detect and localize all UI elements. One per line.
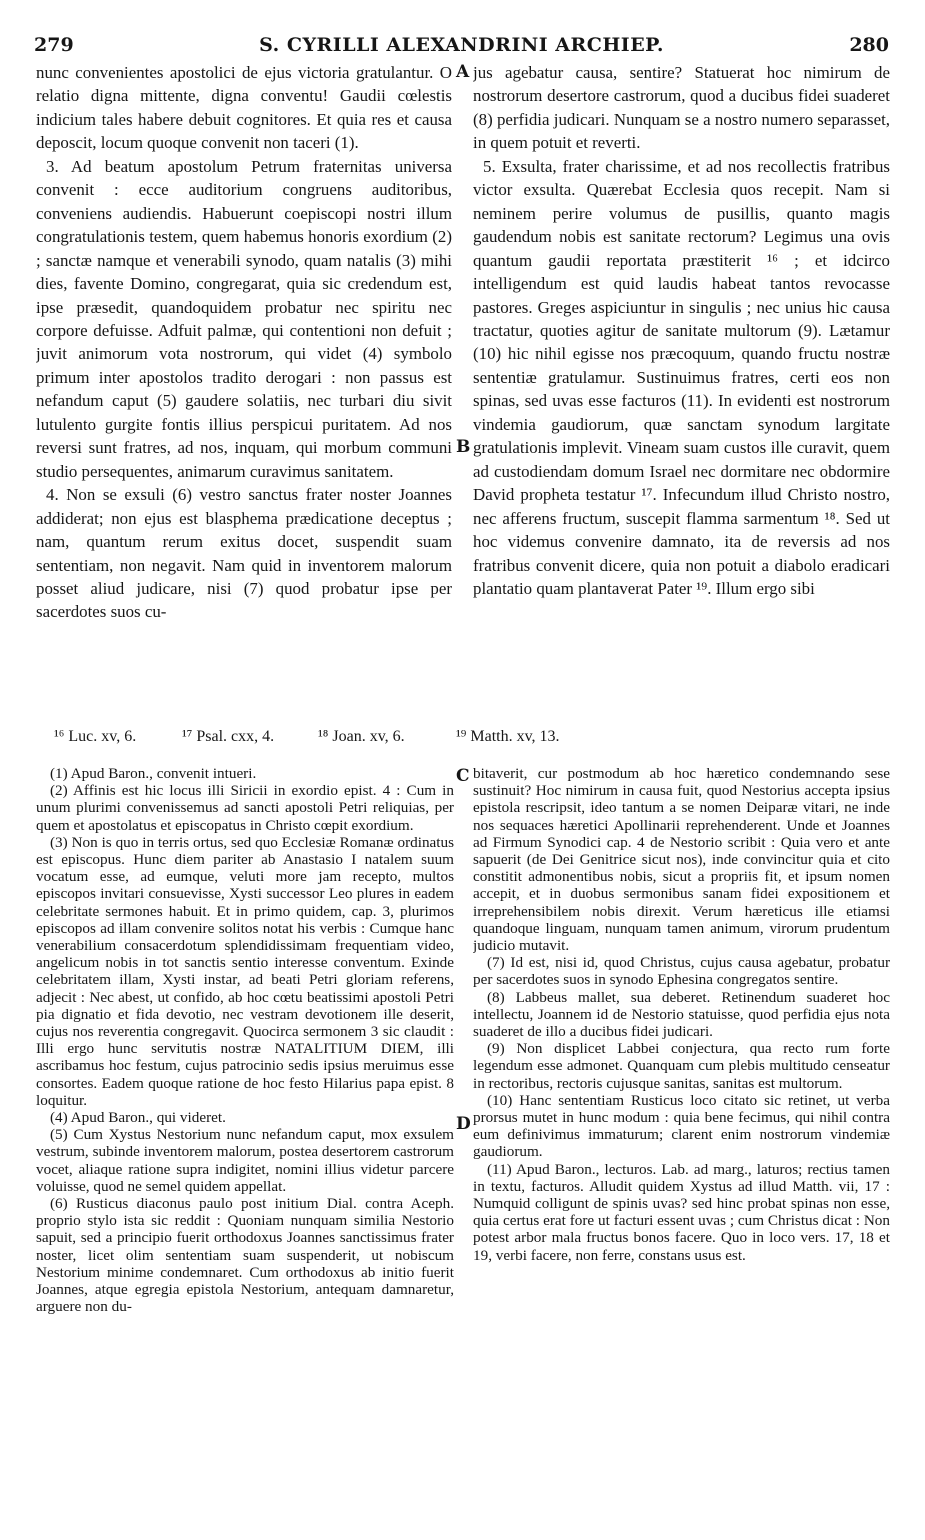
footnote: (9) Non displicet Labbei conjectura, qua recto rum forte legendum esse admonet. Quanquam cum plebis multitudo censeatur in rectoribus, rectoris cujusque sanitas, sanitas est multorum. xyxy=(473,1040,890,1092)
margin-marker-b: B xyxy=(456,437,471,457)
running-header xyxy=(34,34,889,64)
paragraph: jus agebatur causa, sentire? Statuerat hoc nimirum de nostrorum desertore castrorum, quod a ducibus fidei suaderet (8) perfidia judicari. Nunquam se a nostro numero separasset, in quem potuit et reverti. xyxy=(473,63,890,153)
footnote: (10) Hanc sententiam Rusticus loco citato sic retinet, ut verba prorsus mutet in hunc modum : quia bene fecimus, qui nihil contra eum definivimus immaturum; clarent enim nostrorum vindemiæ gaudiorum. xyxy=(473,1091,890,1161)
footnote: (1) Apud Baron., convenit intueri. xyxy=(50,765,257,782)
footnote: (3) Non is quo in terris ortus, sed quo Ecclesiæ Romanæ ordinatus est episcopus. Hunc diem pariter ab Anastasio I natalem suum vocatum esse, ad eumque, veluti more jam recepto, multos episcopos invitari consuevisse, Xysti successor Leo plures in eadem celebritate sermones habuit. Et in primo quidem, cap. 3, plurimos episcopos ad illam convenire solitos notat his verbis : Cumque hanc venerabilium consacerdotum splendidissimam frequentiam video, angelicum nobis in tot sanctis sentio interesse conventum. Exinde celebritatem illam, Xysti instar, ad beati Petri gloriam referens, adjecit : Nec abest, ut confido, ab hoc cœtu beatissimi apostoli Petri pia dignatio et fida devotio, nec vestram devotionem ille deserit, cujus nos reverentia congregavit. Quocirca sermonem 3 sic claudit : Illi ergo hunc servitutis nostræ NATALITIUM DIEM, illi ascribamus hoc festum, cujus patrocinio sedis ipsius meruimus esse consortes. Eadem quoque ratione de hoc festo Hilarius papa epist. 8 loquitur. xyxy=(36,833,454,1109)
footnote: (4) Apud Baron., qui videret. xyxy=(50,1109,226,1127)
paragraph: 4. Non se exsuli (6) vestro sanctus frater noster Joannes addiderat; non ejus est blasphema prædicatione deceptus ; nam, quantum rerum exitus docet, suspendit suam sententiam, non negavit. Nam quid in inventorem malorum posset aliud judicare, nisi (7) quod probatur ipse per sacerdotes suos cu- xyxy=(36,485,452,622)
footnote: (6) Rusticus diaconus paulo post initium Dial. contra Aceph. proprio stylo ista sic reddit : Quoniam nunquam similia Nestorio sapuit, sed a principio fuerit orthodoxus Joannes sanctissimus frater noster, licet olim sententiam suam suspenderit, ut nobiscum Nestorium minime condemnaret. Cum orthodoxus ab initio fuerit Joannes, atque egregia epistola Nestorium, antequam damnaretur, arguere non du- xyxy=(36,1195,454,1316)
page-number-right: 280 xyxy=(849,34,889,56)
footnotes-left-column xyxy=(36,765,454,1492)
footnote: bitaverit, cur postmodum ab hoc hæretico condemnando sese sustinuit? Hoc nimirum in causa fuit, quod Nestorius accepta ipsius epistola rescripsit, ideo tantum a se nomen Deiparæ vitari, ne inde nos sequaces hæretici Apollinarii reprehenderent. Unde et Joannes ad Firmum Synodici cap. 4 de Nestorio scribit : Quia vero et ante sapuerit (de Dei Genitrice sicut nos), inde convincitur quia et cito constitit admonentibus nobis, sicut a propriis fit, et ipsum nomen accepit, et in duobus sermonibus sanam fidei expositionem et irreprehensibilem nobis direxit. Verum hæreticus ille etiamsi quandoque linguam, nunquam tamen animum, virorum prudentum judicio mutavit. xyxy=(473,765,890,955)
reference-19: ¹⁹ Matth. xv, 13. xyxy=(456,728,560,745)
scripture-references xyxy=(36,728,889,754)
footnote: (11) Apud Baron., lecturos. Lab. ad marg., laturos; rectius tamen in textu, facturos. Alludit quidem Xystus ad illud Matth. vii, 17 : Numquid colligunt de spinis uvas? sed hinc probat spinas non esse, quia certus erat fore ut facturi essent uvas ; cum Christus dicat : Non potest arbor mala fructus bonos facere. Quo in loco vers. 17, 18 et 19, verbi facere, non ferre, constans usus est. xyxy=(473,1160,890,1264)
paragraph: 3. Ad beatum apostolum Petrum fraternitas universa convenit : ecce auditorium congruens auditoribus, conveniens audiendis. Habuerunt coepiscopi nostri illum congratulationis testem, quem habemus honoris exordium (2) ; sanctæ namque et venerabili synodo, quam natalis (3) mihi dies, favente Domino, congregarat, quia sic credendum est, ipse præsedit, quandoquidem probatur nec spiritu nec corpore defuisse. Adfuit palmæ, qui contentioni non defuit ; juvit animorum vota nostrorum, qui videt (4) symbolo primum inter apostolos tradito derogari : non passus est nefandum caput (5) gaudere solatiis, nec turbari diu sivit lutulento gurgite fontis illius perspicui puritatem. Ad nos reversi sunt fratres, ad nos, inquam, qui morbum communi studio persequentes, animarum curavimus sanitatem. xyxy=(36,156,452,481)
reference-16: ¹⁶ Luc. xv, 6. xyxy=(54,728,137,745)
page-number-left: 279 xyxy=(34,34,74,56)
running-title: S. CYRILLI ALEXANDRINI ARCHIEP. xyxy=(259,34,664,56)
footnote: (5) Cum Xystus Nestorium nunc nefandum caput, mox exsulem vestrum, subinde inventorem malorum, postea desertorem castrorum vocet, aliaque ratione supra indigitet, nomini illius videtur parcere voluisse, quod ne semel quidem appellat. xyxy=(36,1126,454,1195)
main-text-right-column xyxy=(473,61,890,713)
paragraph: nunc convenientes apostolici de ejus victoria gratulantur. O relatio digna mittente, digna conventu! Gaudii cœlestis indicium tales habere debuit cognitores. Et quia res et causa deposcit, locum quoque convenit non taceri (1). xyxy=(36,63,452,153)
main-text-left-column xyxy=(36,61,452,713)
reference-17: ¹⁷ Psal. cxx, 4. xyxy=(182,728,275,745)
margin-marker-a: A xyxy=(456,62,470,82)
margin-marker-d: D xyxy=(456,1114,471,1134)
reference-18: ¹⁸ Joan. xv, 6. xyxy=(318,728,405,745)
footnote: (8) Labbeus mallet, sua deberet. Retinendum suaderet hoc intellectu, Joannem id de Nestorio statuisse, quod perfidia ejus nota suaderet de illo a ducibus fidei judicari. xyxy=(473,988,890,1041)
margin-marker-c: C xyxy=(456,766,470,786)
paragraph: 5. Exsulta, frater charissime, et ad nos recollectis fratribus victor exsulta. Quærebat Ecclesia quos recepit. Nam si neminem perire volumus de pusillis, quanto magis gaudendum nobis est sanitate rectorum? Legimus una ovis quantum gaudii reportata præstiterit ¹⁶ ; et idcirco intelligendum est quid laudis habeat tantos revocasse pastores. Greges aspiciuntur in singulis ; nec unius hic causa tractatur, quoties agitur de sanitate multorum (9). Lætamur (10) hic nihil egisse nos præcoquum, quando fructu nostræ sententiæ gratulamur. Sustinuimus fratres, certi eos non spinas, sed uvas esse facturos (11). In evidenti est nostrorum vindemia gaudiorum, quæ sanctam synodum largitate gratulationis implevit. Vineam suam custos ille curavit, quem ad custodiendam domum Israel nec dormitare nec obdormire David propheta testatur ¹⁷. Infecundum illud Christo nostro, nec afferens fructum, suscepit flamma sarmentum ¹⁸. Sed ut hoc videmus convenire damnato, ita de reversis ad nos fratribus convenit dicere, quia non potuit a diabolo eradicari plantatio quam plantaverat Pater ¹⁹. Illum ergo sibi xyxy=(473,156,890,598)
footnotes-right-column xyxy=(473,765,890,1492)
footnote: (7) Id est, nisi id, quod Christus, cujus causa agebatur, probatur per sacerdotes suos in synodo Ephesina congregatos sentire. xyxy=(473,954,890,989)
footnote: (2) Affinis est hic locus illi Siricii in exordio epist. 4 : Cum in unum plurimi convenissemus ad sancti apostoli Petri reliquias, per quem et apostolatus et episcopatus in Christo cœpit exordium. xyxy=(36,782,454,834)
